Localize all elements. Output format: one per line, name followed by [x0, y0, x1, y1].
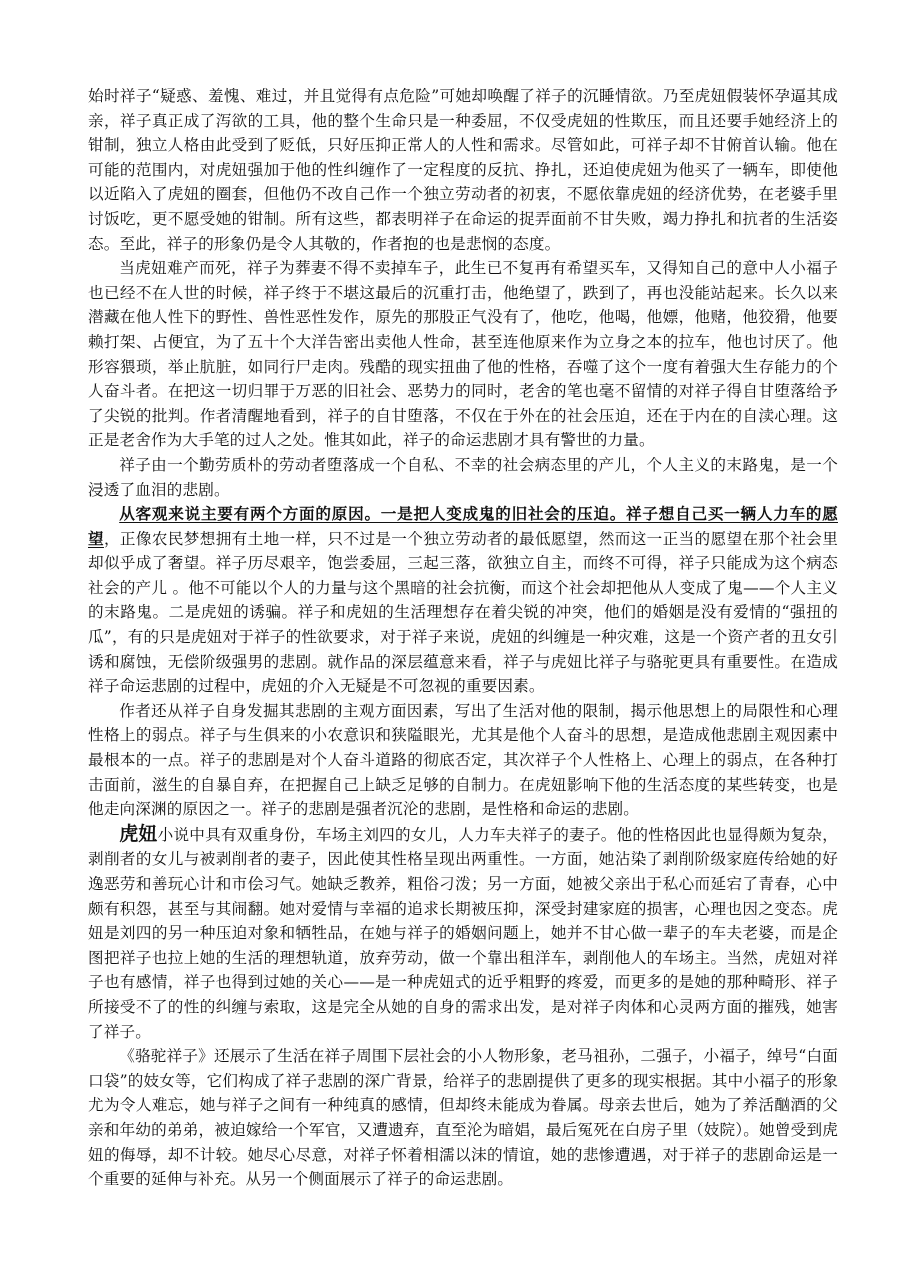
paragraph-objective-causes [88, 502, 838, 699]
paragraph-huniu [88, 822, 838, 1044]
paragraph-continuation: 始时祥子“疑惑、羞愧、难过，并且觉得有点危险”可她却唤醒了祥子的沉睡情欲。乃至虎妞假装怀孕逼其成亲，祥子真正成了泻欲的工具，他的整个生命只是一种委屈，不仅受虎妞的性欺压，而且还要手她经济上的钳制，独立人格由此受到了贬低，只好压抑正常人的人性和需求。尽管如此，可祥子却不甘俯首认输。他在可能的范围内，对虎妞强加于他的性纠缠作了一定程度的反抗、挣扎，还迫使虎妞为他买了一辆车，即使他以近陷入了虎妞的圈套，但他仍不改自己作一个独立劳动者的初衷，不愿依靠虎妞的经济优势，在老婆手里讨饭吃，更不愿受她的钳制。所有这些，都表明祥子在命运的捉弄面前不甘失败，竭力挣扎和抗者的生活姿态。至此，祥子的形象仍是令人其敬的，作者抱的也是悲悯的态度。 [88, 87, 838, 253]
paragraph-despair: 当虎妞难产而死，祥子为葬妻不得不卖掉车子，此生已不复再有希望买车，又得知自己的意中人小福子也已经不在人世的时候，祥子终于不堪这最后的沉重打击，他绝望了，跌到了，再也没能站起来。长久以来潜藏在他人性下的野性、兽性恶性发作，原先的那股正气没有了，他吃，他喝，他嫖，他赌，他狡猾，他要赖打架、占便宜，为了五十个大洋告密出卖他人性命，甚至连他原来作为立身之本的拉车，他也讨厌了。他形容猥琐，举止肮脏，如同行尸走肉。残酷的现实扭曲了他的性格，吞噬了这个一度有着强大生存能力的个人奋斗者。在把这一切归罪于万恶的旧社会、恶势力的同时，老舍的笔也毫不留情的对祥子得自甘堕落给予了尖锐的批判。作者清醒地看到，祥子的自甘堕落，不仅在于外在的社会压迫，还在于内在的自渎心理。这正是老舍作为大手笔的过人之处。惟其如此，祥子的命运悲剧才具有警世的力量。 [88, 259, 838, 450]
paragraph-minor-characters: 《骆驼祥子》还展示了生活在祥子周围下层社会的小人物形象，老马祖孙，二强子，小福子，绰号“白面口袋”的妓女等，它们构成了祥子悲剧的深广背景，给祥子的悲剧提供了更多的现实根据。其中小福子的形象尤为令人难忘，她与祥子之间有一种纯真的感情，但却终未能成为眷属。母亲去世后，她为了养活酗酒的父亲和年幼的弟弟，被迫嫁给一个军官，又遭遗弃，直至沦为暗娼，最后冤死在白房子里（妓院）。她曾受到虎妞的侮辱，却不计较。她尽心尽意，对祥子怀着相濡以沫的情谊，她的悲惨遭遇，对于祥子的悲剧命运是一个重要的延伸与补充。从另一个侧面展示了祥子的命运悲剧。 [88, 1047, 838, 1189]
document-page [88, 84, 838, 1192]
paragraph-subjective-causes: 作者还从祥子自身发掘其悲剧的主观方面因素，写出了生活对他的限制，揭示他思想上的局限性和心理性格上的弱点。祥子与生俱来的小农意识和狭隘眼光，尤其是他个人奋斗的思想，是造成他悲剧主观因素中最根本的一点。祥子的悲剧是对个人奋斗道路的彻底否定，其次祥子个人性格上、心理上的弱点，在各种打击面前，滋生的自暴自弃，在把握自己上缺乏足够的自制力。在虎妞影响下他的生活态度的某些转变，也是他走向深渊的原因之一。祥子的悲剧是强者沉沦的悲剧，是性格和命运的悲剧。 [88, 701, 838, 819]
emphasized-thesis: 从客观来说主要有两个方面的原因。一是把人变成鬼的旧社会的压迫。祥子想自己买一辆人力车的愿望 [88, 504, 838, 548]
paragraph-body: ，正像农民梦想拥有土地一样，只不过是一个独立劳动者的最低愿望，然而这一正当的愿望在那个社会里却似乎成了奢望。祥子历尽艰辛，饱尝委屈，三起三落，欲独立自主，而终不可得，祥子只能成为这个病态社会的产儿 。他不可能以个人的力量与这个黑暗的社会抗衡，而这个社会却把他从人变成了鬼——个人主义的末路鬼。二是虎妞的诱骗。祥子和虎妞的生活理想存在着尖锐的冲突，他们的婚姻是没有爱情的“强扭的瓜”，有的只是虎妞对于祥子的性欲要求，对于祥子来说，虎妞的纠缠是一种灾难，这是一个资产者的丑女引诱和腐蚀，无偿阶级强男的悲剧。就作品的深层蕴意来看，祥子与虎妞比祥子与骆驼更具有重要性。在造成祥子命运悲剧的过程中，虎妞的介入无疑是不可忽视的重要因素。 [88, 529, 838, 696]
character-name-heading: 虎妞 [119, 822, 158, 845]
paragraph-summary: 祥子由一个勤劳质朴的劳动者堕落成一个自私、不幸的社会病态里的产儿，个人主义的末路鬼，是一个浸透了血泪的悲剧。 [88, 455, 838, 499]
paragraph-body: 小说中具有双重身份，车场主刘四的女儿，人力车夫祥子的妻子。他的性格因此也显得颇为复杂，剥削者的女儿与被剥削者的妻子，因此使其性格呈现出两重性。一方面，她沾染了剥削阶级家庭传给她的好逸恶劳和善玩心计和市侩习气。她缺乏教养，粗俗刁泼；另一方面，她被父亲出于私心而延宕了青春，心中颇有积怨，甚至与其闹翻。她对爱情与幸福的追求长期被压抑，深受封建家庭的损害，心理也因之变态。虎妞是刘四的另一种压迫对象和牺牲品，在她与祥子的婚姻问题上，她并不甘心做一辈子的车夫老婆，而是企图把祥子也拉上她的生活的理想轨道，放弃劳动，做一个靠出租洋车，剥削他人的车场主。当然，虎妞对祥子也有感情，祥子也得到过她的关心——是一种虎妞式的近乎粗野的疼爱，而更多的是她的那种畸形、祥子所接受不了的性的纠缠与索取，这是完全从她的自身的需求出发，是对祥子肉体和心灵两方面的摧残，她害了祥子。 [88, 825, 838, 1041]
